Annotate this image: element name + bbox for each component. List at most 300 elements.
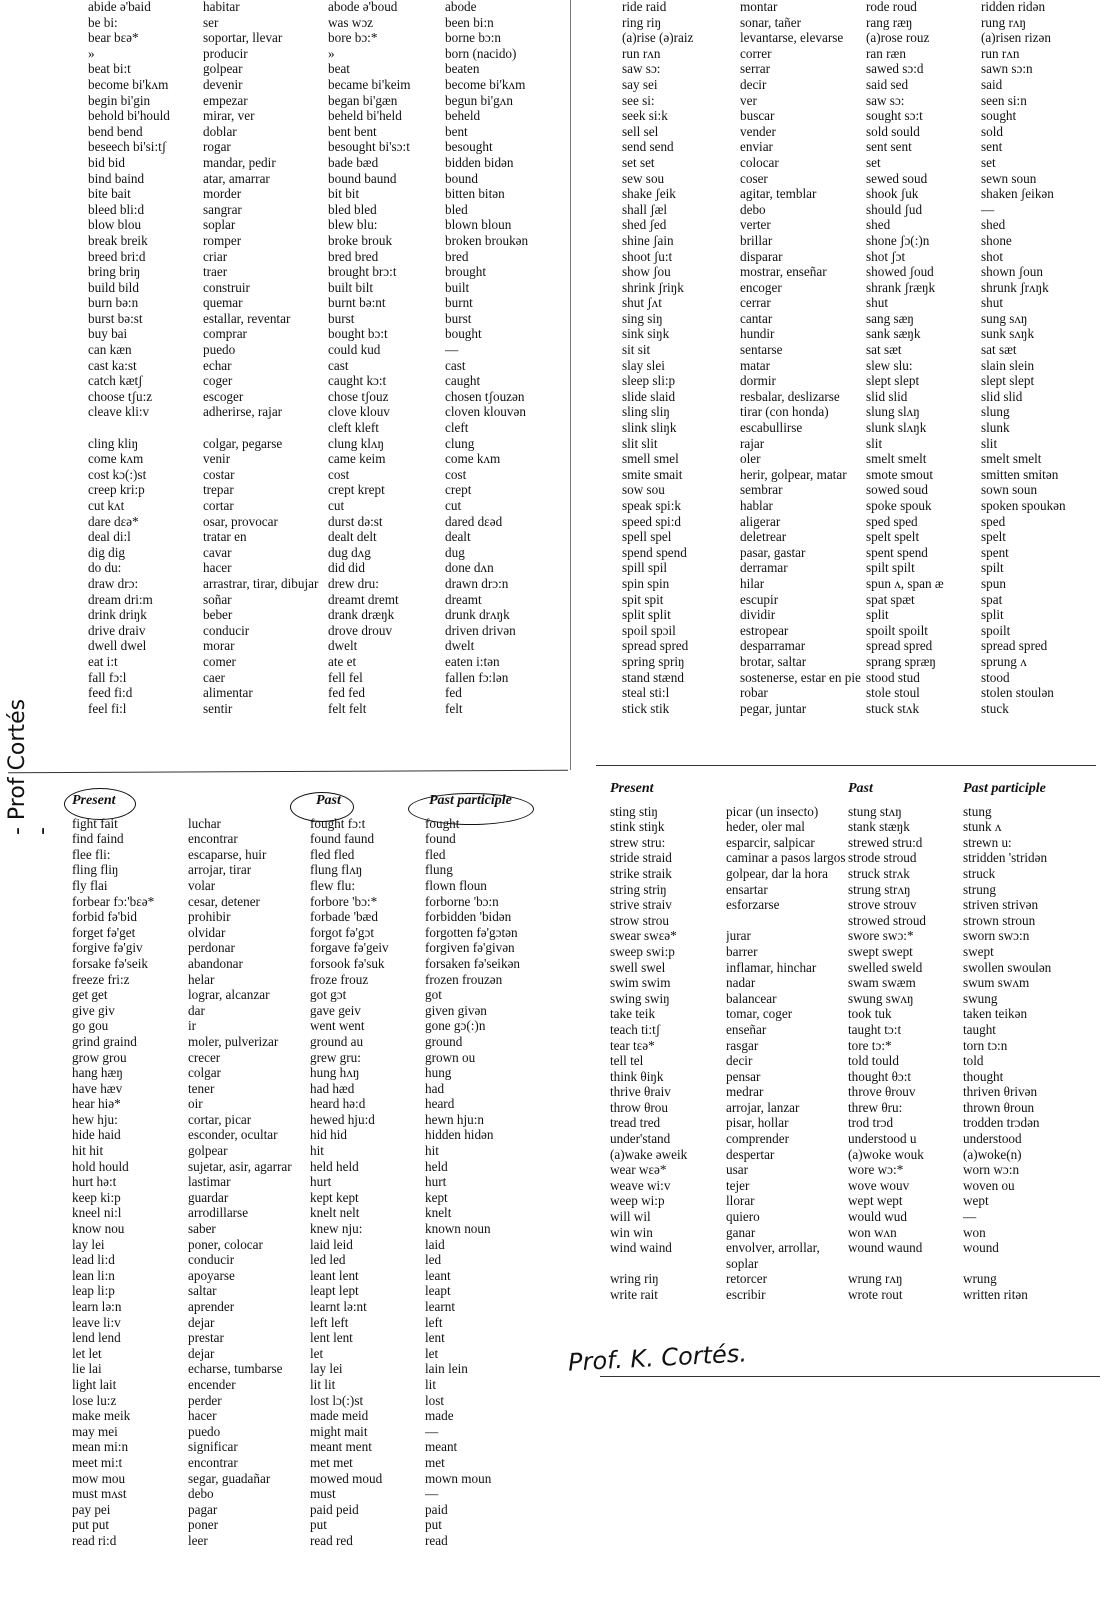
- present-form: sit sit: [622, 342, 651, 358]
- past-form: brought brɔ:t: [328, 264, 397, 280]
- past-form: burnt bə:nt: [328, 295, 386, 311]
- past-participle-form: grown ou: [425, 1049, 476, 1065]
- past-participle-form: cost: [445, 466, 467, 482]
- past-participle-form: stolen stoulən: [981, 685, 1054, 701]
- past-form: spoilt spoilt: [866, 622, 928, 638]
- present-form: behold bi'hould: [88, 108, 170, 124]
- past-form: flew flu:: [310, 877, 356, 893]
- present-form: seek si:k: [622, 108, 668, 124]
- verb-row: [622, 467, 1102, 483]
- present-form: know nou: [72, 1221, 125, 1237]
- present-form: thrive θraiv: [610, 1084, 671, 1100]
- verb-row: [72, 831, 542, 847]
- past-form: sped sped: [866, 513, 918, 529]
- past-form: bought bɔ:t: [328, 326, 388, 342]
- present-form: find faind: [72, 831, 124, 847]
- spanish-meaning: montar: [740, 0, 778, 14]
- past-participle-form: spat: [981, 591, 1003, 607]
- past-form: sold sould: [866, 123, 920, 139]
- past-form: slept slept: [866, 373, 920, 389]
- verb-row: [72, 1034, 542, 1050]
- verb-row: [88, 280, 548, 296]
- spanish-meaning: serrar: [740, 61, 771, 77]
- past-participle-form: kept: [425, 1189, 448, 1205]
- spanish-meaning: prohibir: [188, 909, 231, 925]
- verb-row: [610, 1006, 1102, 1022]
- spanish-meaning: sujetar, asir, agarrar: [188, 1158, 292, 1174]
- present-form: leap li:p: [72, 1283, 115, 1299]
- verb-row: [610, 960, 1102, 976]
- present-form: swear swɛə*: [610, 928, 677, 944]
- past-form: wrung rʌŋ: [848, 1271, 903, 1287]
- spanish-meaning: oler: [740, 451, 761, 467]
- spanish-meaning: barrer: [726, 943, 758, 959]
- past-participle-form: written ritən: [963, 1287, 1028, 1302]
- past-form: shot ʃɔt: [866, 248, 906, 264]
- spanish-meaning: helar: [188, 971, 215, 987]
- verb-row: [610, 1162, 1102, 1178]
- verb-row: [72, 1143, 542, 1159]
- spanish-meaning: colocar: [740, 154, 779, 170]
- present-form: bend bend: [88, 123, 143, 139]
- past-form: grew gru:: [310, 1049, 361, 1065]
- present-form: strive straiv: [610, 897, 672, 913]
- spanish-meaning: buscar: [740, 108, 775, 124]
- past-form: ran ræn: [866, 45, 906, 61]
- present-form: spell spel: [622, 529, 672, 545]
- past-form: slit: [866, 435, 883, 451]
- past-participle-form: given givən: [425, 1002, 487, 1018]
- past-participle-form: held: [425, 1158, 448, 1174]
- past-form: trod trɔd: [848, 1115, 894, 1131]
- past-participle-form: cloven klouvən: [445, 404, 526, 420]
- spanish-meaning: olvidar: [188, 924, 226, 940]
- spanish-meaning: levantarse, elevarse: [740, 30, 844, 46]
- present-form: freeze fri:z: [72, 971, 130, 987]
- present-form: abide ə'baid: [88, 0, 151, 14]
- spanish-meaning: moler, pulverizar: [188, 1033, 279, 1049]
- past-form: became bi'keim: [328, 76, 411, 92]
- spanish-meaning: empezar: [203, 92, 248, 108]
- present-form: wring riŋ: [610, 1271, 659, 1287]
- past-form: wove wouv: [848, 1177, 910, 1193]
- past-form: strung strʌŋ: [848, 881, 911, 897]
- spanish-meaning: ganar: [726, 1224, 756, 1240]
- past-form: read red: [310, 1532, 353, 1548]
- spanish-meaning: despertar: [726, 1146, 775, 1162]
- present-form: forgive fə'giv: [72, 940, 143, 956]
- past-participle-form: fled: [425, 846, 446, 862]
- spanish-meaning: tejer: [726, 1177, 750, 1193]
- past-form: dreamt dremt: [328, 591, 399, 607]
- past-participle-form: set: [981, 154, 996, 170]
- verb-row: [72, 862, 542, 878]
- verb-row: [622, 701, 1102, 717]
- verb-row: [88, 46, 548, 62]
- past-form: could kud: [328, 342, 381, 358]
- spanish-meaning: picar (un insecto): [726, 803, 819, 819]
- spanish-meaning: brotar, saltar: [740, 653, 807, 669]
- past-participle-form: shed: [981, 217, 1006, 233]
- present-form: slay slei: [622, 357, 665, 373]
- verb-row: [88, 295, 548, 311]
- past-form: made meid: [310, 1408, 369, 1424]
- present-form: win win: [610, 1224, 653, 1240]
- verb-row: [622, 30, 1102, 46]
- past-form: durst də:st: [328, 513, 383, 529]
- past-participle-form: bent: [445, 123, 468, 139]
- past-form: sprang spræŋ: [866, 653, 936, 669]
- spanish-meaning: adherirse, rajar: [203, 404, 283, 420]
- past-participle-form: sewn soun: [981, 170, 1037, 186]
- past-participle-form: forbidden 'bidən: [425, 909, 512, 925]
- spanish-meaning: soñar: [203, 591, 232, 607]
- spanish-meaning: traer: [203, 264, 228, 280]
- past-participle-form: taught: [963, 1021, 996, 1037]
- present-form: bear bɛə*: [88, 30, 139, 46]
- spanish-meaning: ensartar: [726, 881, 768, 897]
- past-form: shook ʃuk: [866, 186, 919, 202]
- past-form: thought θɔ:t: [848, 1068, 912, 1084]
- present-form: cast ka:st: [88, 357, 137, 373]
- past-form: wore wɔ:*: [848, 1162, 904, 1178]
- spanish-meaning: cesar, detener: [188, 893, 260, 909]
- past-participle-form: forgiven fə'givən: [425, 940, 515, 956]
- past-participle-form: sped: [981, 513, 1006, 529]
- spanish-meaning: devenir: [203, 76, 243, 92]
- spanish-meaning: puedo: [188, 1423, 221, 1439]
- verb-row: [610, 1115, 1102, 1131]
- past-participle-form: strown stroun: [963, 912, 1036, 928]
- spanish-meaning: producir: [203, 45, 248, 61]
- spanish-meaning: guardar: [188, 1189, 229, 1205]
- spanish-meaning: cavar: [203, 544, 232, 560]
- past-participle-form: sown soun: [981, 482, 1038, 498]
- past-form: drove drouv: [328, 622, 393, 638]
- spanish-meaning: sembrar: [740, 482, 783, 498]
- present-form: lend lend: [72, 1330, 121, 1346]
- verb-row: [88, 404, 548, 420]
- verb-row: [72, 1346, 542, 1362]
- spanish-meaning: hilar: [740, 575, 765, 591]
- past-participle-form: lain lein: [425, 1361, 468, 1377]
- past-participle-form: (a)woke(n): [963, 1146, 1022, 1162]
- verb-row: [88, 514, 548, 530]
- present-form: mean mi:n: [72, 1439, 129, 1455]
- present-form: forsake fə'seik: [72, 955, 148, 971]
- present-form: hear hiə*: [72, 1096, 121, 1112]
- past-form: blew blu:: [328, 217, 378, 233]
- spanish-meaning: coser: [740, 170, 768, 186]
- verb-row: [610, 1084, 1102, 1100]
- present-form: slink sliŋk: [622, 420, 677, 436]
- verb-row: [72, 1299, 542, 1315]
- verb-row: [88, 560, 548, 576]
- past-form: knew nju:: [310, 1221, 363, 1237]
- past-form: sewed soud: [866, 170, 928, 186]
- spanish-meaning: habitar: [203, 0, 240, 14]
- present-form: lay lei: [72, 1236, 105, 1252]
- past-form: said sed: [866, 76, 909, 92]
- verb-row: [610, 991, 1102, 1007]
- present-form: pay pei: [72, 1501, 111, 1517]
- spanish-meaning: morar: [203, 638, 235, 654]
- spanish-meaning: luchar: [188, 815, 221, 831]
- verb-row: [610, 928, 1102, 944]
- present-form: must mʌst: [72, 1486, 127, 1502]
- past-participle-form: —: [445, 342, 459, 358]
- spanish-meaning: beber: [203, 607, 233, 623]
- present-form: tell tel: [610, 1053, 644, 1069]
- past-form: burst: [328, 310, 355, 326]
- spanish-meaning: dar: [188, 1002, 205, 1018]
- present-form: spread spred: [622, 638, 689, 654]
- verb-row: [622, 623, 1102, 639]
- verb-row: [622, 498, 1102, 514]
- present-form: stride straid: [610, 850, 672, 866]
- present-form: (a)wake əweik: [610, 1146, 688, 1162]
- verb-row: [622, 108, 1102, 124]
- present-form: hit hit: [72, 1143, 104, 1159]
- spanish-meaning: derramar: [740, 560, 788, 576]
- spanish-meaning: enviar: [740, 139, 773, 155]
- past-participle-form: thriven θrivən: [963, 1084, 1038, 1100]
- past-participle-form: shut: [981, 295, 1003, 311]
- verb-row: [622, 155, 1102, 171]
- spanish-meaning: crecer: [188, 1049, 221, 1065]
- spanish-meaning: vender: [740, 123, 776, 139]
- past-participle-form: bled: [445, 201, 468, 217]
- verb-row: [622, 264, 1102, 280]
- past-form: let: [310, 1345, 324, 1361]
- past-participle-form: wept: [963, 1193, 989, 1209]
- spanish-meaning: encoger: [740, 279, 782, 295]
- spanish-meaning: poner, colocar: [188, 1236, 263, 1252]
- past-form: hit: [310, 1143, 324, 1159]
- present-form: put put: [72, 1517, 109, 1533]
- spanish-meaning: medrar: [726, 1084, 764, 1100]
- verb-table-bottom-left: [72, 793, 542, 1549]
- spanish-meaning: arrojar, tirar: [188, 862, 252, 878]
- spanish-meaning: encontrar: [188, 831, 238, 847]
- past-participle-form: gone gɔ(:)n: [425, 1018, 486, 1034]
- past-form: sat sæt: [866, 342, 902, 358]
- past-participle-form: let: [425, 1345, 439, 1361]
- verb-row: [72, 1455, 542, 1471]
- spanish-meaning: dormir: [740, 373, 776, 389]
- past-form: stole stoul: [866, 685, 920, 701]
- verb-row: [622, 311, 1102, 327]
- verb-row: [88, 93, 548, 109]
- past-participle-form: sworn swɔ:n: [963, 928, 1030, 944]
- past-form: swung swʌŋ: [848, 990, 914, 1006]
- past-participle-form: struck: [963, 865, 996, 881]
- present-form: make meik: [72, 1408, 131, 1424]
- verb-row: [622, 373, 1102, 389]
- present-form: tear tɛə*: [610, 1037, 655, 1053]
- past-participle-form: sprung ʌ: [981, 653, 1027, 669]
- past-participle-form: shone: [981, 232, 1012, 248]
- verb-row: [88, 607, 548, 623]
- present-form: spill spil: [622, 560, 668, 576]
- spanish-meaning: quiero: [726, 1209, 760, 1225]
- spanish-meaning: estropear: [740, 622, 789, 638]
- past-form: strove strouv: [848, 897, 917, 913]
- past-form: sank sæŋk: [866, 326, 921, 342]
- past-participle-form: fought: [425, 815, 460, 831]
- past-form: swelled sweld: [848, 959, 923, 975]
- past-participle-form: ground: [425, 1033, 463, 1049]
- past-form: heard hə:d: [310, 1096, 366, 1112]
- spanish-meaning: balancear: [726, 990, 777, 1006]
- spanish-meaning: tomar, coger: [726, 1006, 793, 1022]
- verb-row: [610, 1271, 1102, 1287]
- spanish-meaning: saber: [188, 1221, 216, 1237]
- past-participle-form: blown bloun: [445, 217, 512, 233]
- past-participle-form: sawn sɔ:n: [981, 61, 1033, 77]
- verb-row: [610, 1100, 1102, 1116]
- present-form: take teik: [610, 1006, 656, 1022]
- past-participle-form: dreamt: [445, 591, 482, 607]
- past-form: slunk slʌŋk: [866, 420, 927, 436]
- spanish-meaning: escribir: [726, 1287, 766, 1302]
- spanish-meaning: debo: [740, 201, 766, 217]
- verb-row: [610, 1209, 1102, 1225]
- present-form: sweep swi:p: [610, 943, 675, 959]
- verb-row: [610, 1287, 1102, 1303]
- past-form: wound waund: [848, 1240, 923, 1256]
- past-participle-form: slung: [981, 404, 1010, 420]
- present-form: breed bri:d: [88, 248, 146, 264]
- spanish-meaning: inflamar, hinchar: [726, 959, 817, 975]
- spanish-meaning: robar: [740, 685, 768, 701]
- past-participle-form: taken teikən: [963, 1006, 1028, 1022]
- past-form: forgot fə'gɔt: [310, 924, 375, 940]
- verb-row: [622, 326, 1102, 342]
- header-row: [610, 781, 1102, 797]
- verb-row: [88, 529, 548, 545]
- past-form: felt felt: [328, 700, 367, 716]
- past-form: drew dru:: [328, 575, 379, 591]
- spanish-meaning: cantar: [740, 310, 773, 326]
- spanish-meaning: pasar, gastar: [740, 544, 806, 560]
- present-form: meet mi:t: [72, 1454, 123, 1470]
- past-participle-form: stunk ʌ: [963, 819, 1002, 835]
- signature: Prof. K. Cortés.: [567, 1339, 748, 1377]
- past-participle-form: strung: [963, 881, 996, 897]
- past-form: spat spæt: [866, 591, 915, 607]
- past-participle-form: learnt: [425, 1299, 456, 1314]
- past-form: slid slid: [866, 388, 908, 404]
- past-participle-form: cleft: [445, 420, 469, 436]
- header-past: Past: [316, 793, 341, 808]
- present-form: spend spend: [622, 544, 687, 560]
- verb-row: [88, 482, 548, 498]
- past-form: clove klouv: [328, 404, 390, 420]
- present-form: grow grou: [72, 1049, 127, 1065]
- present-form: set set: [622, 154, 655, 170]
- past-form: wrote rout: [848, 1287, 903, 1302]
- present-form: bleed bli:d: [88, 201, 145, 217]
- past-participle-form: felt: [445, 700, 463, 716]
- past-participle-form: bought: [445, 326, 482, 342]
- verb-row: [610, 850, 1102, 866]
- present-form: see si:: [622, 92, 655, 108]
- past-participle-form: lost: [425, 1392, 445, 1408]
- present-form: smell smel: [622, 451, 679, 467]
- verb-row: [72, 925, 542, 941]
- spanish-meaning: soportar, llevar: [203, 30, 283, 46]
- past-participle-form: cast: [445, 357, 466, 373]
- past-participle-form: bred: [445, 248, 469, 264]
- past-participle-form: thrown θroun: [963, 1099, 1035, 1115]
- past-form: showed ʃoud: [866, 264, 934, 280]
- verb-row: [72, 1018, 542, 1034]
- spanish-meaning: trepar: [203, 482, 234, 498]
- verb-row: [622, 280, 1102, 296]
- verb-row: [88, 15, 548, 31]
- spanish-meaning: tener: [188, 1080, 215, 1096]
- spanish-meaning: sentir: [203, 700, 233, 716]
- verb-row: [72, 1003, 542, 1019]
- past-form: ate et: [328, 653, 357, 669]
- past-participle-form: sung sʌŋ: [981, 310, 1028, 326]
- verb-row: [622, 592, 1102, 608]
- past-form: kept kept: [310, 1189, 359, 1205]
- past-participle-form: led: [425, 1252, 442, 1268]
- past-form: mowed moud: [310, 1470, 383, 1486]
- past-participle-form: trodden trɔdən: [963, 1115, 1040, 1131]
- verb-row: [88, 108, 548, 124]
- spanish-meaning: aligerar: [740, 513, 781, 529]
- spanish-meaning: osar, provocar: [203, 513, 278, 529]
- past-form: fell fel: [328, 669, 363, 685]
- spanish-meaning: escabullirse: [740, 420, 803, 436]
- present-form: burn bə:n: [88, 295, 139, 311]
- past-form: stood stud: [866, 669, 920, 685]
- past-form: spelt spelt: [866, 529, 920, 545]
- past-form: stuck stʌk: [866, 700, 920, 716]
- past-participle-form: sent: [981, 139, 1003, 155]
- present-form: get get: [72, 987, 108, 1003]
- verb-row: [610, 1038, 1102, 1054]
- spanish-meaning: arrojar, lanzar: [726, 1099, 800, 1115]
- past-participle-form: ridden ridən: [981, 0, 1046, 14]
- verb-row: [88, 467, 548, 483]
- spanish-meaning: caer: [203, 669, 225, 685]
- verb-row: [72, 1205, 542, 1221]
- spanish-meaning: significar: [188, 1439, 238, 1455]
- past-form: cast: [328, 357, 349, 373]
- past-participle-form: leapt: [425, 1283, 451, 1299]
- present-form: bid bid: [88, 154, 125, 170]
- past-form: might mait: [310, 1423, 368, 1439]
- past-participle-form: thought: [963, 1068, 1004, 1084]
- spanish-meaning: disparar: [740, 248, 783, 264]
- present-form: lean li:n: [72, 1267, 115, 1283]
- verb-row: [88, 451, 548, 467]
- spanish-meaning: soplar: [203, 217, 236, 233]
- spanish-meaning: mostrar, enseñar: [740, 264, 827, 280]
- spanish-meaning: cortar, picar: [188, 1111, 252, 1127]
- present-form: write rait: [610, 1287, 658, 1302]
- verb-row: [622, 93, 1102, 109]
- present-form: creep kri:p: [88, 482, 145, 498]
- past-form: bade bæd: [328, 154, 379, 170]
- past-participle-form: woven ou: [963, 1177, 1015, 1193]
- present-form: say sei: [622, 76, 658, 92]
- spanish-meaning: esparcir, salpicar: [726, 834, 815, 850]
